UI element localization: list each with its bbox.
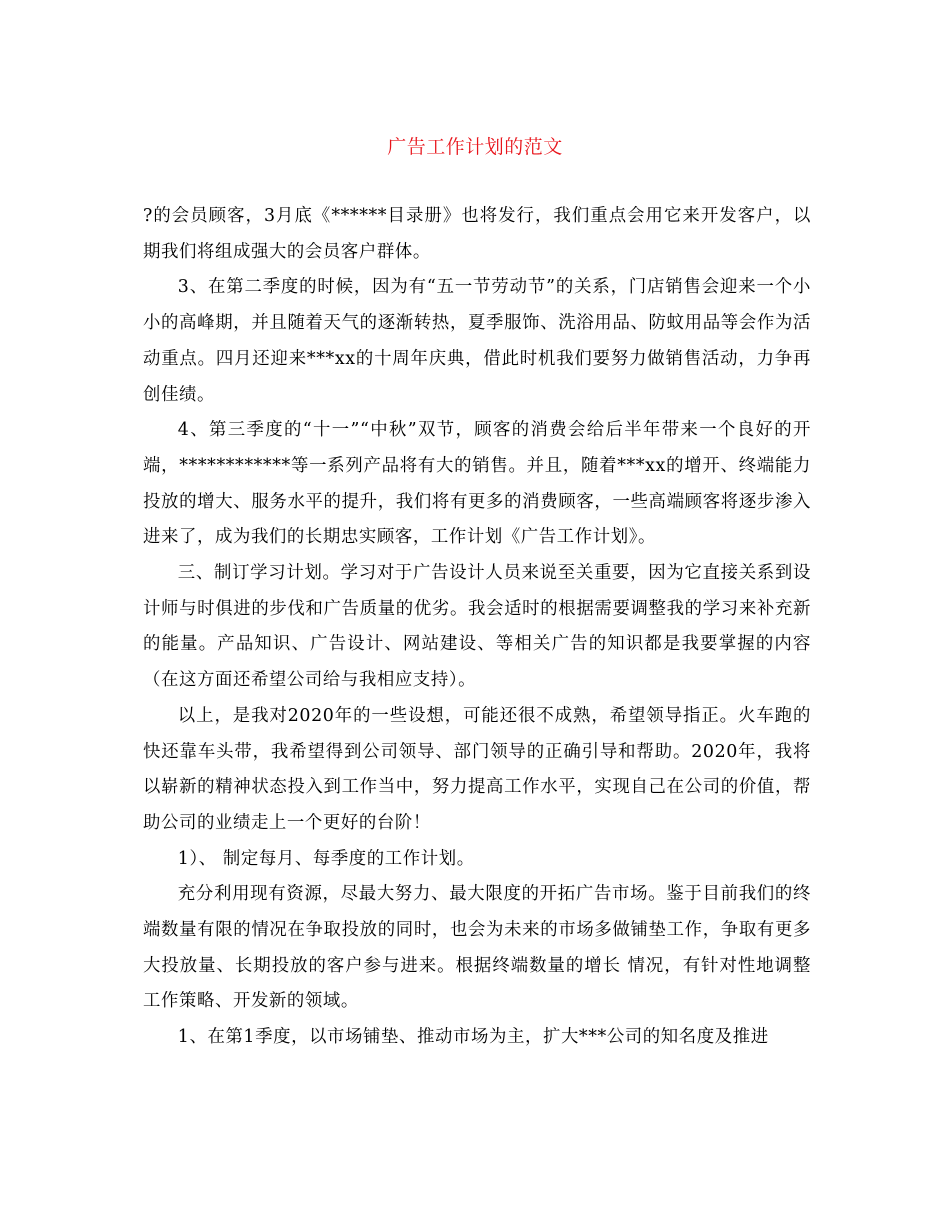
paragraph-q2: 3、在第二季度的时候，因为有“五一节劳动节”的关系，门店销售会迎来一个小小的高峰期，并且随着天气的逐渐转热，夏季服饰、洗浴用品、防蚊用品等会作为活动重点。四月还迎来***xx的十周年庆典，借此时机我们要努力做销售活动，力争再创佳绩。 xyxy=(143,277,811,405)
paragraph-continuation: ?的会员顾客，3月底《******目录册》也将发行，我们重点会用它来开发客户，以期我们将组成强大的会员客户群体。 xyxy=(143,206,811,262)
paragraph-study-plan: 三、制订学习计划。学习对于广告设计人员来说至关重要，因为它直接关系到设计师与时俱进的步伐和广告质量的优劣。我会适时的根据需要调整我的学习来补充新的能量。产品知识、广告设计、网站建设、等相关广告的知识都是我要掌握的内容（在这方面还希望公司给与我相应支持）。 xyxy=(143,563,811,691)
paragraph-resources: 充分利用现有资源，尽最大努力、最大限度的开拓广告市场。鉴于目前我们的终端数量有限的情况在争取投放的同时，也会为未来的市场多做铺垫工作，争取有更多大投放量、长期投放的客户参与进来。根据终端数量的增长 情况，有针对性地调整工作策略、开发新的领域。 xyxy=(143,884,811,1012)
paragraph-q1: 1、在第1季度，以市场铺垫、推动市场为主，扩大***公司的知名度及推进 xyxy=(177,1027,769,1048)
paragraph-q3: 4、第三季度的“十一”“中秋”双节，顾客的消费会给后半年带来一个良好的开端，************等一系列产品将有大的销售。并且，随着***xx的增开、终端能力投放的增大、服务水平的提升，我们将有更多的消费顾客，一些高端顾客将逐步渗入进来了，成为我们的长期忠实顾客，工作计划《广告工作计划》。 xyxy=(143,420,811,548)
paragraph-summary: 以上，是我对2020年的一些设想，可能还很不成熟，希望领导指正。火车跑的快还靠车头带，我希望得到公司领导、部门领导的正确引导和帮助。2020年，我将以崭新的精神状态投入到工作当中，努力提高工作水平，实现自己在公司的价值，帮助公司的业绩走上一个更好的台阶！ xyxy=(143,705,811,833)
document-title: 广告工作计划的范文 xyxy=(387,136,563,158)
document-body xyxy=(143,199,811,1056)
paragraph-monthly-plan-heading: 1）、 制定每月、每季度的工作计划。 xyxy=(177,848,475,869)
